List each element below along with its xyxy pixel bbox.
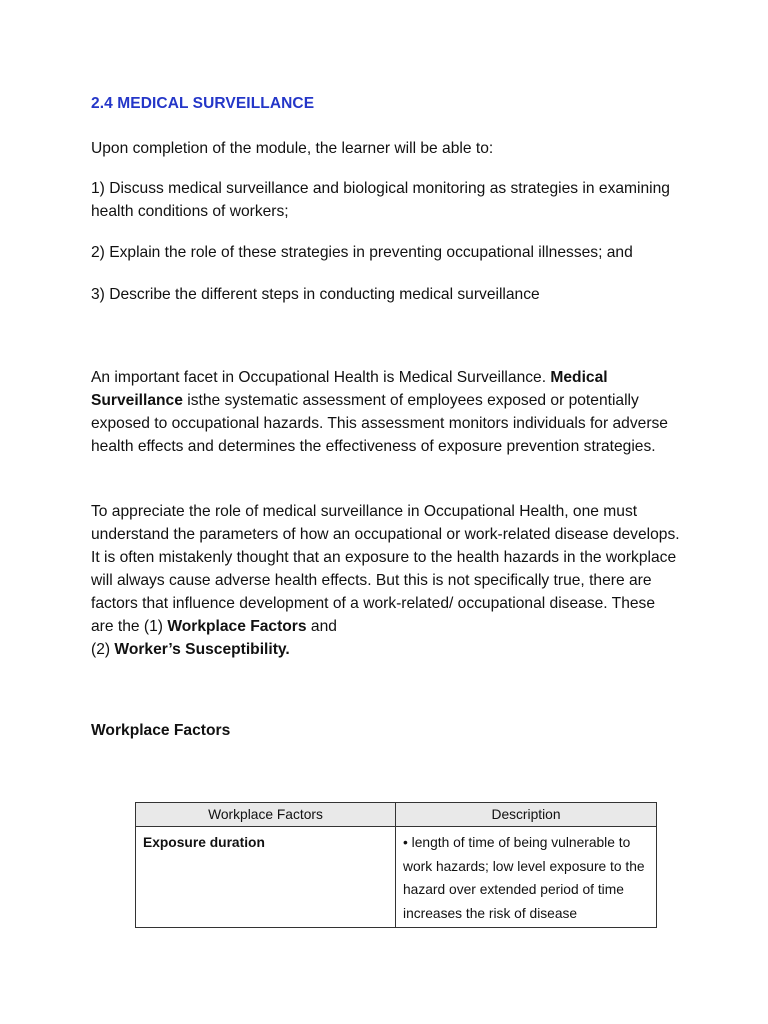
objective-item-3: 3) Describe the different steps in conducting medical surveillance bbox=[91, 286, 540, 303]
column-header-description: Description bbox=[396, 803, 657, 827]
objective-item-2: 2) Explain the role of these strategies in preventing occupational illnesses; and bbox=[91, 244, 633, 261]
objectives-intro: Upon completion of the module, the learner will be able to: bbox=[91, 140, 494, 157]
factor-cell: Exposure duration bbox=[136, 827, 396, 928]
table-header-row bbox=[136, 803, 657, 827]
paragraph-text: To appreciate the role of medical surveillance in Occupational Health, one must understand the parameters of how an occupational or work-related disease develops. It is often mistakenly thought that an exposure to the health hazards in the workplace will always cause adverse health effects. But this is not specifically true, there are factors that influence development of a work-related/ occupational disease. These are the bbox=[91, 503, 680, 635]
section-heading: 2.4 MEDICAL SURVEILLANCE bbox=[91, 95, 315, 112]
paragraph-definition: isthe systematic assessment of employees exposed or potentially exposed to occupational hazards. This assessment monitors individuals for adverse health effects and determines the effectiveness of exposure prevention strategies. bbox=[91, 392, 668, 455]
worker-susceptibility-term: Worker’s Susceptibility. bbox=[114, 641, 290, 658]
disease-factors-paragraph bbox=[91, 500, 681, 661]
factor-number-1: (1) bbox=[143, 618, 163, 635]
factor-number-2: (2) bbox=[91, 641, 111, 658]
column-header-factors: Workplace Factors bbox=[136, 803, 396, 827]
workplace-factors-term: Workplace Factors bbox=[167, 618, 307, 635]
workplace-factors-heading: Workplace Factors bbox=[91, 722, 231, 739]
paragraph-lead: An important facet in Occupational Health is Medical Surveillance. bbox=[91, 369, 547, 386]
table-row bbox=[136, 827, 657, 928]
conjunction: and bbox=[310, 618, 337, 635]
description-cell: • length of time of being vulnerable to work hazards; low level exposure to the hazard over extended period of time increases the risk of disease bbox=[396, 827, 657, 928]
medical-surveillance-term: Medical Surveillance bbox=[91, 369, 608, 409]
medical-surveillance-paragraph bbox=[91, 366, 686, 458]
workplace-factors-table bbox=[135, 802, 657, 928]
objective-item-1: 1) Discuss medical surveillance and biological monitoring as strategies in examining health conditions of workers; bbox=[91, 180, 670, 220]
